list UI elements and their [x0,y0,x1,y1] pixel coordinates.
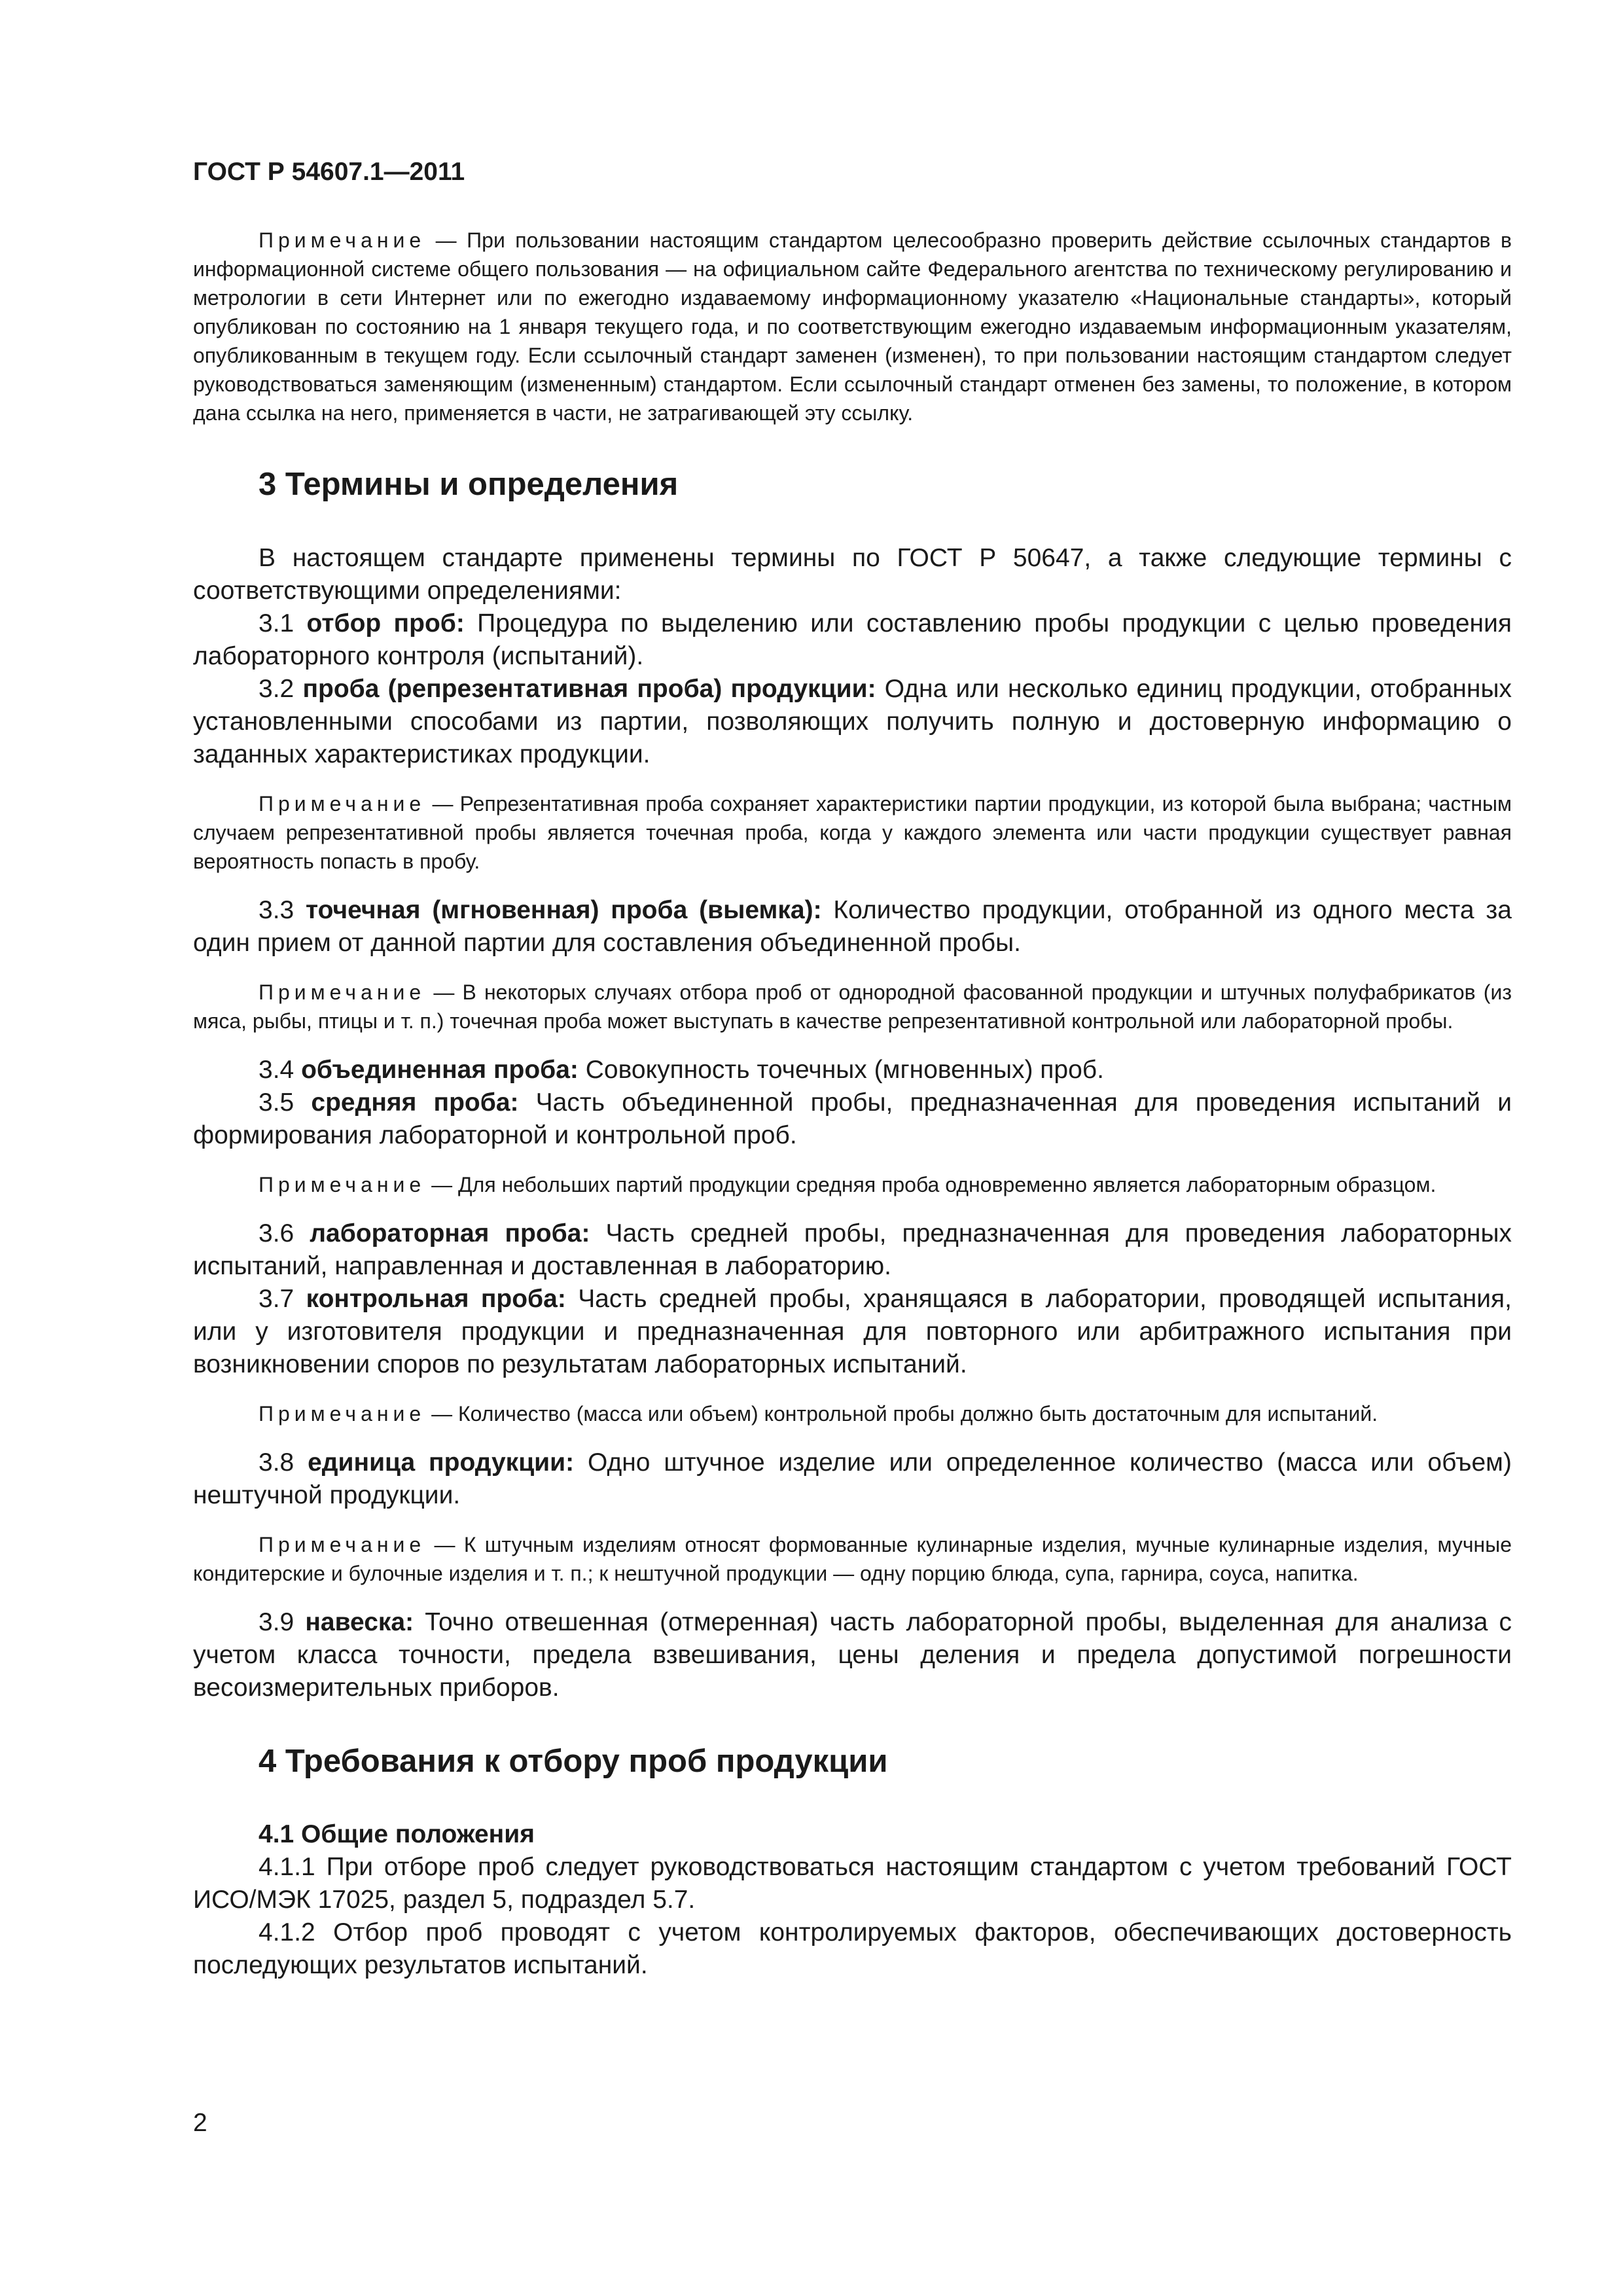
term-3-3 [193,894,1512,960]
term-name: объединенная проба: [301,1055,579,1084]
note-lead: Примечание [259,791,426,816]
clause-4-1-2: 4.1.2 Отбор проб проводят с учетом контролируемых факторов, обеспечивающих достоверность последующих результатов испытаний. [193,1918,1512,1980]
note-3-3 [193,978,1512,1035]
term-name: средняя проба: [311,1088,519,1117]
subsection-4-1-title: 4.1 Общие положения [259,1820,535,1849]
term-3-6 [193,1217,1512,1283]
term-name: навеска: [305,1607,414,1636]
term-name: лабораторная проба: [310,1219,590,1247]
note-lead: Примечание [259,980,426,1004]
section-3-title: 3 Термины и определения [259,466,679,502]
note-text: — Количество (масса или объем) контрольной пробы должно быть достаточным для испытаний. [425,1401,1378,1426]
term-3-9 [193,1606,1512,1704]
section-4-title: 4 Требования к отбору проб продукции [259,1743,888,1779]
note-text: — К штучным изделиям относят формованные кулинарные изделия, мучные кулинарные изделия, мучные кондитерские и булочные изделия и т. п.; к нештучной продукции — одну порцию блюда, супа, гарнира, соуса, напитка. [193,1532,1512,1585]
term-number: 3.2 [259,674,303,703]
note-text: — При пользовании настоящим стандартом целесообразно проверить действие ссылочных стандартов в информационной системе общего пользования — на официальном сайте Федерального агентства по техническому регулированию и метрологии в сети Интернет или по ежегодно издаваемому информационному указателю «Национальные стандарты», который опубликован по состоянию на 1 января текущего года, и по соответствующим ежегодно издаваемым информационным указателям, опубликованным в текущем году. Если ссылочный стандарт заменен (изменен), то при пользовании настоящим стандартом следует руководствоваться заменяющим (измененным) стандартом. Если ссылочный стандарт отменен без замены, то положение, в котором дана ссылка на него, применяется в части, не затрагивающей эту ссылку. [193,228,1512,425]
term-number: 3.8 [259,1448,308,1477]
term-3-4 [193,1054,1512,1086]
term-definition: Количество продукции, отобранной из одного места за один прием от данной партии для составления объединенной пробы. [193,895,1512,957]
term-number: 3.9 [259,1607,306,1636]
note-text: — Репрезентативная проба сохраняет характеристики партии продукции, из которой была выбрана; частным случаем репрезентативной пробы является точечная проба, когда у каждого элемента или части продукции существует равная вероятность попасть в пробу. [193,791,1512,873]
note-3-8 [193,1530,1512,1588]
note-lead: Примечание [259,228,426,252]
note-lead: Примечание [259,1172,426,1196]
note-3-7 [193,1399,1512,1428]
note-lead: Примечание [259,1532,426,1556]
document-page [193,157,1512,1982]
term-number: 3.4 [259,1055,302,1084]
term-number: 3.6 [259,1219,310,1247]
term-number: 3.1 [259,609,307,637]
term-definition: Процедура по выделению или составлению пробы продукции с целью проведения лабораторного контроля (испытаний). [193,609,1512,670]
clause-4-1-1: 4.1.1 При отборе проб следует руководствоваться настоящим стандартом с учетом требований ГОСТ ИСО/МЭК 17025, раздел 5, подраздел 5.7. [193,1853,1512,1914]
note-text: — В некоторых случаях отбора проб от однородной фасованной продукции и штучных полуфабрикатов (из мяса, рыбы, птицы и т. п.) точечная проба может выступать в качестве репрезентативной контрольной или лабораторной пробы. [193,980,1512,1033]
term-name: точечная (мгновенная) проба (выемка): [306,895,822,924]
note-3-5 [193,1170,1512,1199]
term-number: 3.5 [259,1088,312,1117]
term-3-8 [193,1446,1512,1512]
term-3-5 [193,1086,1512,1152]
term-definition: Одна или несколько единиц продукции, отобранных установленными способами из партии, позволяющих получить полную и достоверную информацию о заданных характеристиках продукции. [193,674,1512,768]
term-3-7 [193,1283,1512,1381]
note-references [193,226,1512,427]
term-number: 3.3 [259,895,306,924]
note-text: — Для небольших партий продукции средняя проба одновременно является лабораторным образцом. [425,1172,1436,1196]
term-definition: Часть средней пробы, предназначенная для проведения лабораторных испытаний, направленная и доставленная в лабораторию. [193,1219,1512,1280]
section-3-intro: В настоящем стандарте применены термины по ГОСТ Р 50647, а также следующие термины с соответствующими определениями: [193,543,1512,605]
term-definition: Часть объединенной пробы, предназначенная для проведения испытаний и формирования лабораторной и контрольной проб. [193,1088,1512,1149]
term-name: контрольная проба: [306,1284,566,1313]
term-name: проба (репрезентативная проба) продукции: [302,674,876,703]
note-lead: Примечание [259,1401,426,1426]
term-name: отбор проб: [306,609,465,637]
term-definition: Одно штучное изделие или определенное количество (масса или объем) нештучной продукции. [193,1448,1512,1509]
term-name: единица продукции: [308,1448,575,1477]
document-header: ГОСТ Р 54607.1—2011 [193,158,465,186]
term-definition: Совокупность точечных (мгновенных) проб. [578,1055,1104,1084]
term-definition: Точно отвешенная (отмеренная) часть лабораторной пробы, выделенная для анализа с учетом класса точности, предела взвешивания, цены деления и предела допустимой погрешности весоизмерительных приборов. [193,1607,1512,1702]
term-3-1 [193,607,1512,673]
page-number: 2 [193,2109,207,2137]
term-3-2 [193,673,1512,771]
term-number: 3.7 [259,1284,306,1313]
term-definition: Часть средней пробы, хранящаяся в лаборатории, проводящей испытания, или у изготовителя продукции и предназначенная для повторного или арбитражного испытания при возникновении споров по результатам лабораторных испытаний. [193,1284,1512,1378]
note-3-2 [193,789,1512,876]
